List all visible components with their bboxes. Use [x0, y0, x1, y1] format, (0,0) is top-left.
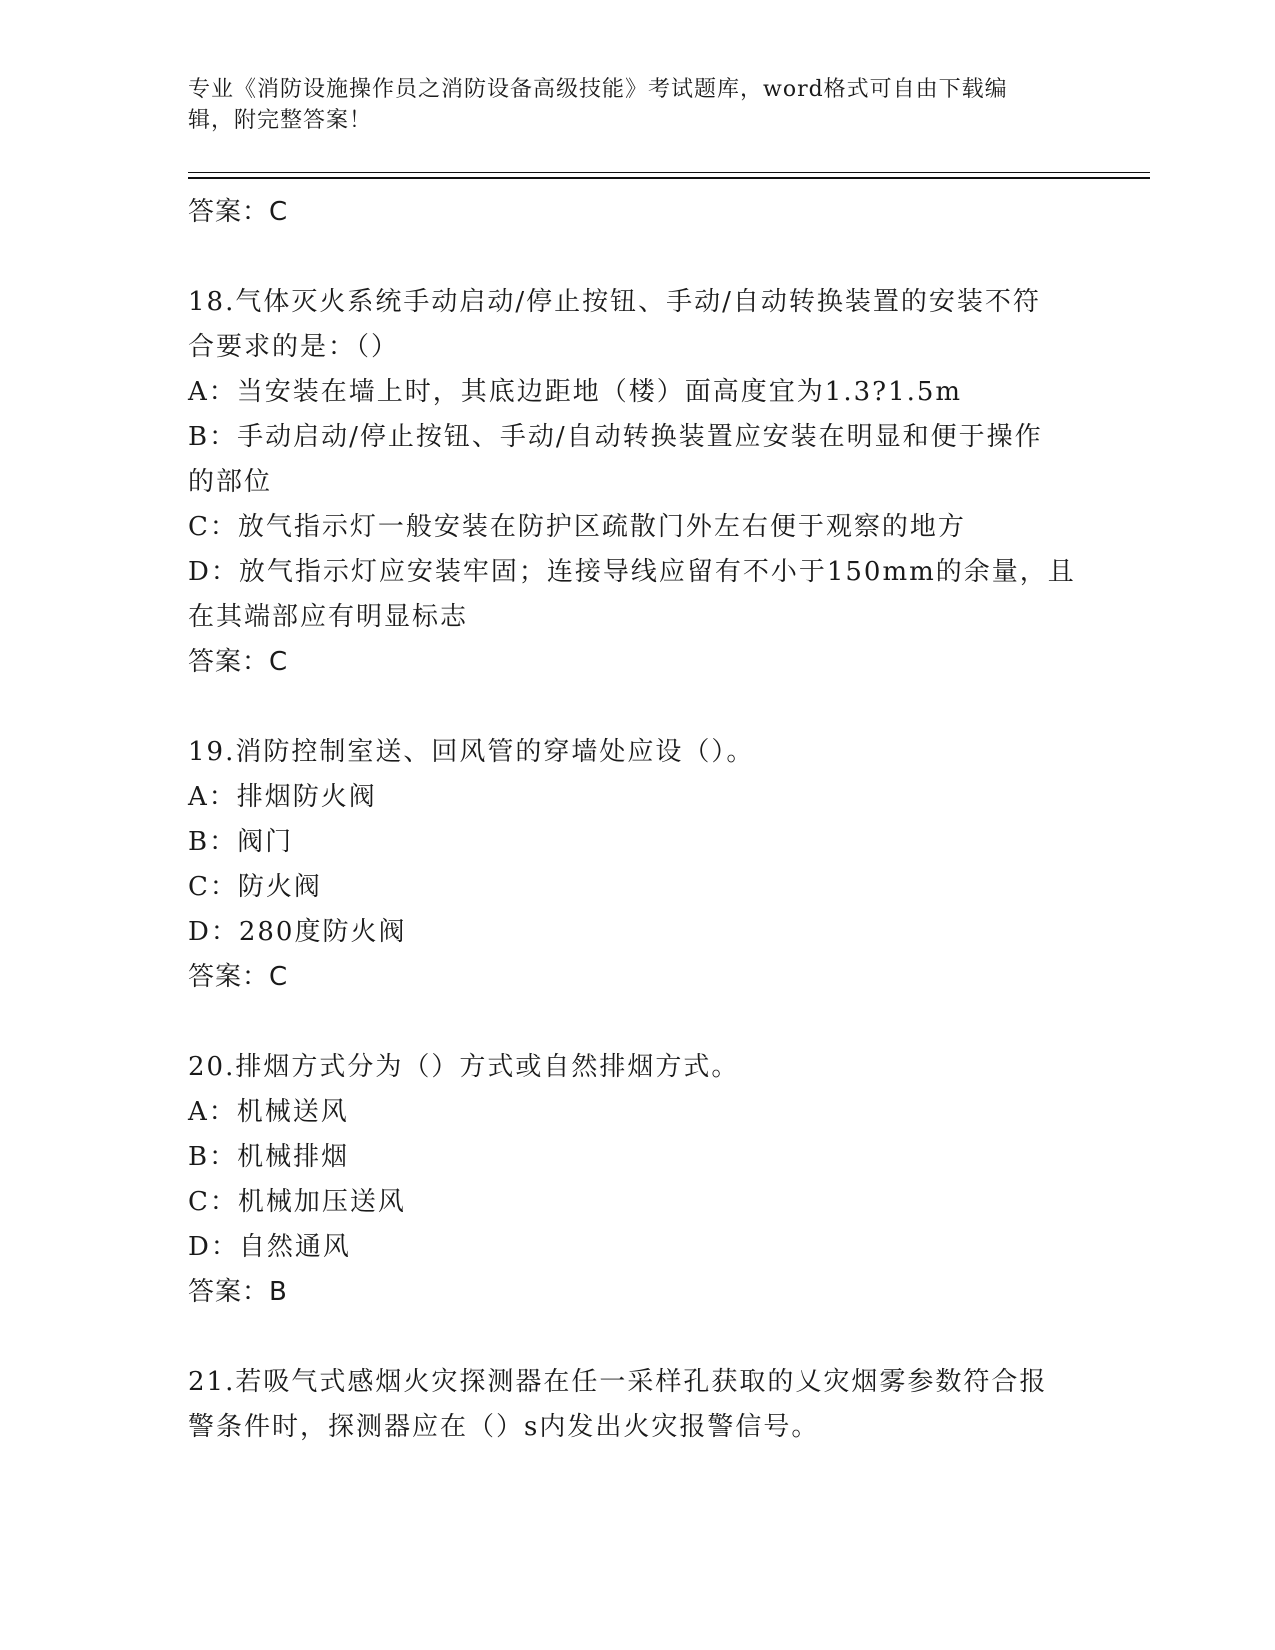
header-divider-top [188, 172, 1150, 173]
question-19 [188, 730, 1088, 1000]
document-header [188, 74, 1088, 136]
question-18-option-d-line-2: 在其端部应有明显标志 [188, 602, 469, 632]
question-20-stem: 20.排烟方式分为（）方式或自然排烟方式。 [188, 1052, 740, 1082]
question-20-answer: 答案：B [188, 1277, 288, 1307]
header-line-2: 辑，附完整答案！ [188, 108, 373, 133]
spacer [188, 235, 1088, 280]
question-18-option-b-line-2: 的部位 [188, 467, 273, 497]
question-18 [188, 280, 1088, 685]
question-19-stem: 19.消防控制室送、回风管的穿墙处应设（）。 [188, 737, 755, 767]
spacer [188, 1315, 1088, 1360]
question-19-option-b: B：阀门 [188, 827, 294, 857]
question-18-stem-line-1: 18.气体灭火系统手动启动/停止按钮、手动/自动转换装置的安装不符 [188, 287, 1041, 317]
previous-answer: 答案：C [188, 197, 289, 227]
question-18-answer: 答案：C [188, 647, 289, 677]
question-18-option-b-line-1: B：手动启动/停止按钮、手动/自动转换装置应安装在明显和便于操作 [188, 422, 1043, 452]
question-21 [188, 1360, 1088, 1450]
question-20 [188, 1045, 1088, 1315]
header-line-1: 专业《消防设施操作员之消防设备高级技能》考试题库，word格式可自由下载编 [188, 77, 1008, 102]
question-21-stem-line-2: 警条件时，探测器应在（）s内发出火灾报警信号。 [188, 1412, 820, 1442]
question-20-option-b: B：机械排烟 [188, 1142, 350, 1172]
spacer [188, 1000, 1088, 1045]
question-list [188, 190, 1088, 1450]
question-20-option-d: D：自然通风 [188, 1232, 351, 1262]
question-20-option-a: A：机械送风 [188, 1097, 349, 1127]
question-18-option-c: C：放气指示灯一般安装在防护区疏散门外左右便于观察的地方 [188, 512, 966, 542]
question-20-option-c: C：机械加压送风 [188, 1187, 406, 1217]
question-18-option-d-line-1: D：放气指示灯应安装牢固；连接导线应留有不小于150mm的余量，且 [188, 557, 1076, 587]
question-18-stem-line-2: 合要求的是：（） [188, 332, 400, 362]
question-19-option-a: A：排烟防火阀 [188, 782, 377, 812]
question-19-answer: 答案：C [188, 962, 289, 992]
spacer [188, 685, 1088, 730]
question-19-option-d: D：280度防火阀 [188, 917, 407, 947]
question-19-option-c: C：防火阀 [188, 872, 322, 902]
question-18-option-a: A：当安装在墙上时，其底边距地（楼）面高度宜为1.3?1.5m [188, 377, 963, 407]
question-21-stem-line-1: 21.若吸气式感烟火灾探测器在任一采样孔获取的乂灾烟雾参数符合报 [188, 1367, 1048, 1397]
header-divider-bottom [188, 177, 1150, 179]
